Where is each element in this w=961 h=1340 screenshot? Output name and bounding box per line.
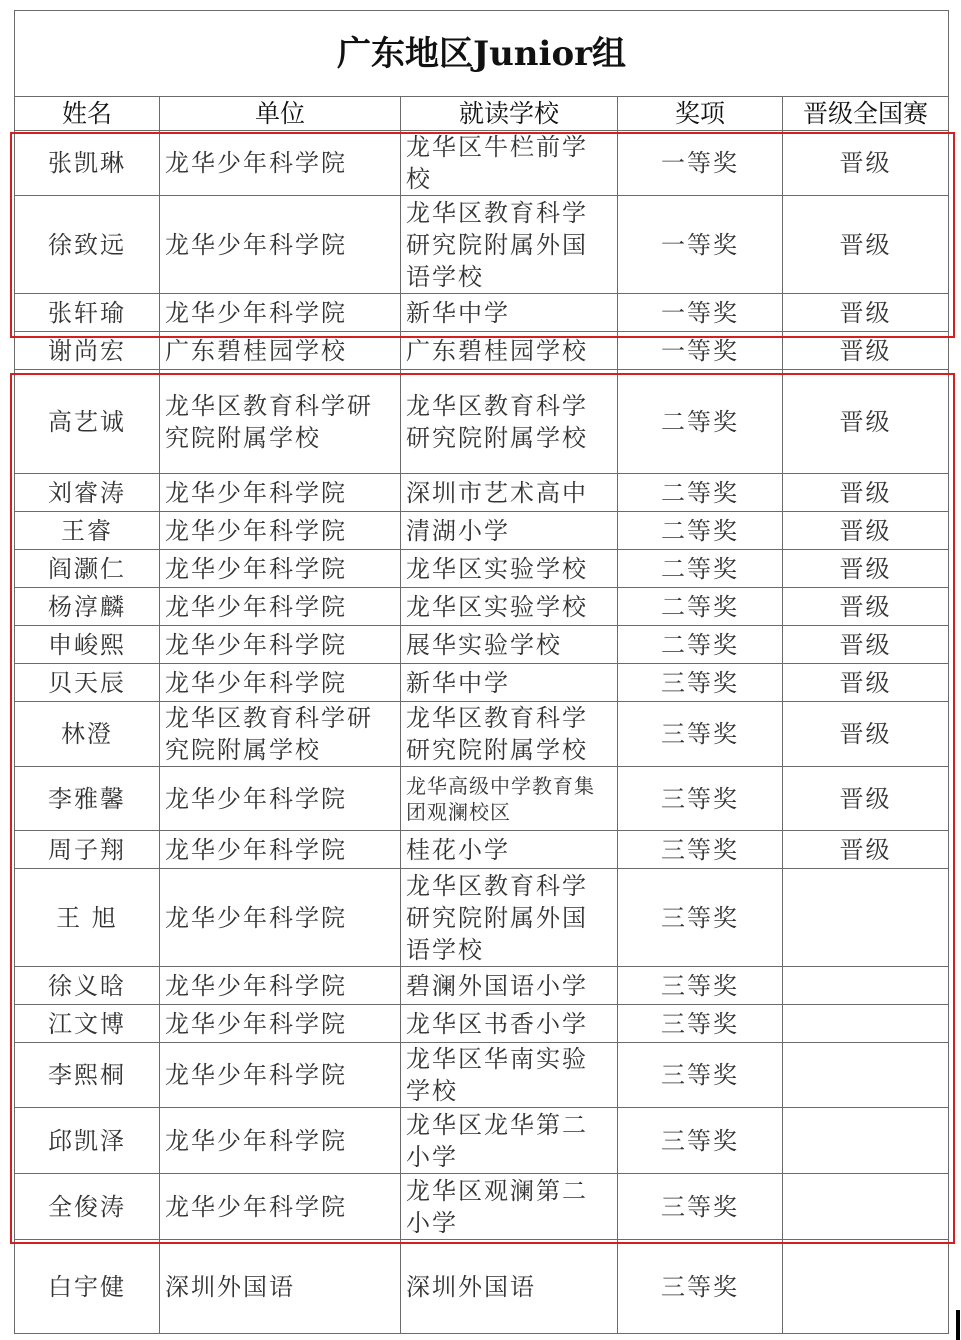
school-cell: 龙华区教育科学研究院附属外国语学校 bbox=[401, 196, 618, 294]
table-row bbox=[15, 967, 949, 1005]
unit-cell: 龙华少年科学院 bbox=[160, 831, 401, 869]
table-row bbox=[15, 550, 949, 588]
table-row bbox=[15, 702, 949, 767]
edge-mark bbox=[956, 1310, 960, 1340]
school-cell: 龙华区实验学校 bbox=[401, 588, 618, 626]
school-cell: 龙华区教育科学研究院附属学校 bbox=[401, 702, 618, 767]
name-cell: 张凯琳 bbox=[15, 131, 160, 196]
advance-cell: 晋级 bbox=[783, 370, 949, 474]
table-row bbox=[15, 1240, 949, 1334]
name-cell: 高艺诚 bbox=[15, 370, 160, 474]
name-cell: 白宇健 bbox=[15, 1240, 160, 1334]
name-cell: 申峻熙 bbox=[15, 626, 160, 664]
school-cell: 龙华区牛栏前学校 bbox=[401, 131, 618, 196]
sheet-title: 广东地区Junior组 bbox=[15, 11, 949, 97]
title-row bbox=[15, 11, 949, 97]
name-cell: 阎灏仁 bbox=[15, 550, 160, 588]
unit-cell: 广东碧桂园学校 bbox=[160, 332, 401, 370]
advance-cell: 晋级 bbox=[783, 512, 949, 550]
advance-cell: 晋级 bbox=[783, 131, 949, 196]
unit-cell: 龙华少年科学院 bbox=[160, 588, 401, 626]
header-award: 奖项 bbox=[618, 97, 783, 131]
advance-cell: 晋级 bbox=[783, 550, 949, 588]
advance-cell: 晋级 bbox=[783, 294, 949, 332]
unit-cell: 龙华少年科学院 bbox=[160, 196, 401, 294]
table-row bbox=[15, 1108, 949, 1174]
unit-cell: 龙华少年科学院 bbox=[160, 131, 401, 196]
name-cell: 江文博 bbox=[15, 1005, 160, 1043]
unit-cell: 龙华少年科学院 bbox=[160, 474, 401, 512]
advance-cell: 晋级 bbox=[783, 664, 949, 702]
name-cell: 徐义晗 bbox=[15, 967, 160, 1005]
table-row bbox=[15, 664, 949, 702]
school-cell: 深圳市艺术高中 bbox=[401, 474, 618, 512]
award-cell: 三等奖 bbox=[618, 869, 783, 967]
advance-cell bbox=[783, 1108, 949, 1174]
table-row bbox=[15, 1005, 949, 1043]
table-row bbox=[15, 294, 949, 332]
name-cell: 王睿 bbox=[15, 512, 160, 550]
results-table bbox=[14, 10, 949, 1334]
award-cell: 三等奖 bbox=[618, 702, 783, 767]
table-row bbox=[15, 588, 949, 626]
school-cell: 桂花小学 bbox=[401, 831, 618, 869]
unit-cell: 龙华少年科学院 bbox=[160, 1005, 401, 1043]
school-cell: 龙华高级中学教育集团观澜校区 bbox=[401, 767, 618, 831]
unit-cell: 龙华少年科学院 bbox=[160, 1174, 401, 1240]
table-row bbox=[15, 1174, 949, 1240]
unit-cell: 深圳外国语 bbox=[160, 1240, 401, 1334]
advance-cell: 晋级 bbox=[783, 702, 949, 767]
school-cell: 广东碧桂园学校 bbox=[401, 332, 618, 370]
award-cell: 二等奖 bbox=[618, 370, 783, 474]
header-row bbox=[15, 97, 949, 131]
advance-cell bbox=[783, 869, 949, 967]
header-unit: 单位 bbox=[160, 97, 401, 131]
name-cell: 李熙桐 bbox=[15, 1043, 160, 1108]
award-cell: 二等奖 bbox=[618, 588, 783, 626]
unit-cell: 龙华少年科学院 bbox=[160, 869, 401, 967]
school-cell: 碧澜外国语小学 bbox=[401, 967, 618, 1005]
advance-cell bbox=[783, 967, 949, 1005]
award-cell: 三等奖 bbox=[618, 1174, 783, 1240]
advance-cell: 晋级 bbox=[783, 831, 949, 869]
award-cell: 二等奖 bbox=[618, 550, 783, 588]
name-cell: 李雅馨 bbox=[15, 767, 160, 831]
school-cell: 龙华区实验学校 bbox=[401, 550, 618, 588]
advance-cell: 晋级 bbox=[783, 332, 949, 370]
name-cell: 贝天辰 bbox=[15, 664, 160, 702]
table-row bbox=[15, 474, 949, 512]
table-row bbox=[15, 512, 949, 550]
table-row bbox=[15, 1043, 949, 1108]
school-cell: 新华中学 bbox=[401, 294, 618, 332]
award-cell: 三等奖 bbox=[618, 1043, 783, 1108]
unit-cell: 龙华少年科学院 bbox=[160, 664, 401, 702]
name-cell: 邱凯泽 bbox=[15, 1108, 160, 1174]
advance-cell: 晋级 bbox=[783, 626, 949, 664]
advance-cell: 晋级 bbox=[783, 196, 949, 294]
table-row bbox=[15, 196, 949, 294]
school-cell: 龙华区教育科学研究院附属外国语学校 bbox=[401, 869, 618, 967]
school-cell: 龙华区书香小学 bbox=[401, 1005, 618, 1043]
award-cell: 三等奖 bbox=[618, 831, 783, 869]
table-row bbox=[15, 131, 949, 196]
award-cell: 一等奖 bbox=[618, 332, 783, 370]
award-cell: 一等奖 bbox=[618, 196, 783, 294]
table-row bbox=[15, 370, 949, 474]
header-advance: 晋级全国赛 bbox=[783, 97, 949, 131]
table-row bbox=[15, 767, 949, 831]
school-cell: 龙华区观澜第二小学 bbox=[401, 1174, 618, 1240]
unit-cell: 龙华少年科学院 bbox=[160, 767, 401, 831]
unit-cell: 龙华区教育科学研究院附属学校 bbox=[160, 702, 401, 767]
advance-cell: 晋级 bbox=[783, 588, 949, 626]
advance-cell bbox=[783, 1174, 949, 1240]
name-cell: 徐致远 bbox=[15, 196, 160, 294]
table-row bbox=[15, 332, 949, 370]
advance-cell bbox=[783, 1240, 949, 1334]
unit-cell: 龙华少年科学院 bbox=[160, 512, 401, 550]
school-cell: 龙华区华南实验学校 bbox=[401, 1043, 618, 1108]
school-cell: 深圳外国语 bbox=[401, 1240, 618, 1334]
name-cell: 周子翔 bbox=[15, 831, 160, 869]
school-cell: 龙华区龙华第二小学 bbox=[401, 1108, 618, 1174]
school-cell: 新华中学 bbox=[401, 664, 618, 702]
unit-cell: 龙华少年科学院 bbox=[160, 626, 401, 664]
name-cell: 王 旭 bbox=[15, 869, 160, 967]
award-cell: 一等奖 bbox=[618, 131, 783, 196]
header-name: 姓名 bbox=[15, 97, 160, 131]
award-cell: 三等奖 bbox=[618, 1005, 783, 1043]
school-cell: 龙华区教育科学研究院附属学校 bbox=[401, 370, 618, 474]
advance-cell bbox=[783, 1043, 949, 1108]
award-cell: 二等奖 bbox=[618, 512, 783, 550]
name-cell: 张轩瑜 bbox=[15, 294, 160, 332]
unit-cell: 龙华少年科学院 bbox=[160, 1108, 401, 1174]
award-cell: 二等奖 bbox=[618, 626, 783, 664]
award-cell: 三等奖 bbox=[618, 664, 783, 702]
name-cell: 林澄 bbox=[15, 702, 160, 767]
award-cell: 三等奖 bbox=[618, 1108, 783, 1174]
unit-cell: 龙华少年科学院 bbox=[160, 294, 401, 332]
unit-cell: 龙华少年科学院 bbox=[160, 550, 401, 588]
school-cell: 展华实验学校 bbox=[401, 626, 618, 664]
header-school: 就读学校 bbox=[401, 97, 618, 131]
table-row bbox=[15, 831, 949, 869]
unit-cell: 龙华区教育科学研究院附属学校 bbox=[160, 370, 401, 474]
name-cell: 刘睿涛 bbox=[15, 474, 160, 512]
unit-cell: 龙华少年科学院 bbox=[160, 967, 401, 1005]
name-cell: 谢尚宏 bbox=[15, 332, 160, 370]
advance-cell bbox=[783, 1005, 949, 1043]
name-cell: 杨淳麟 bbox=[15, 588, 160, 626]
award-cell: 三等奖 bbox=[618, 767, 783, 831]
award-cell: 一等奖 bbox=[618, 294, 783, 332]
advance-cell: 晋级 bbox=[783, 474, 949, 512]
school-cell: 清湖小学 bbox=[401, 512, 618, 550]
advance-cell: 晋级 bbox=[783, 767, 949, 831]
table-row bbox=[15, 626, 949, 664]
unit-cell: 龙华少年科学院 bbox=[160, 1043, 401, 1108]
award-cell: 三等奖 bbox=[618, 1240, 783, 1334]
award-cell: 三等奖 bbox=[618, 967, 783, 1005]
table-row bbox=[15, 869, 949, 967]
name-cell: 全俊涛 bbox=[15, 1174, 160, 1240]
award-cell: 二等奖 bbox=[618, 474, 783, 512]
